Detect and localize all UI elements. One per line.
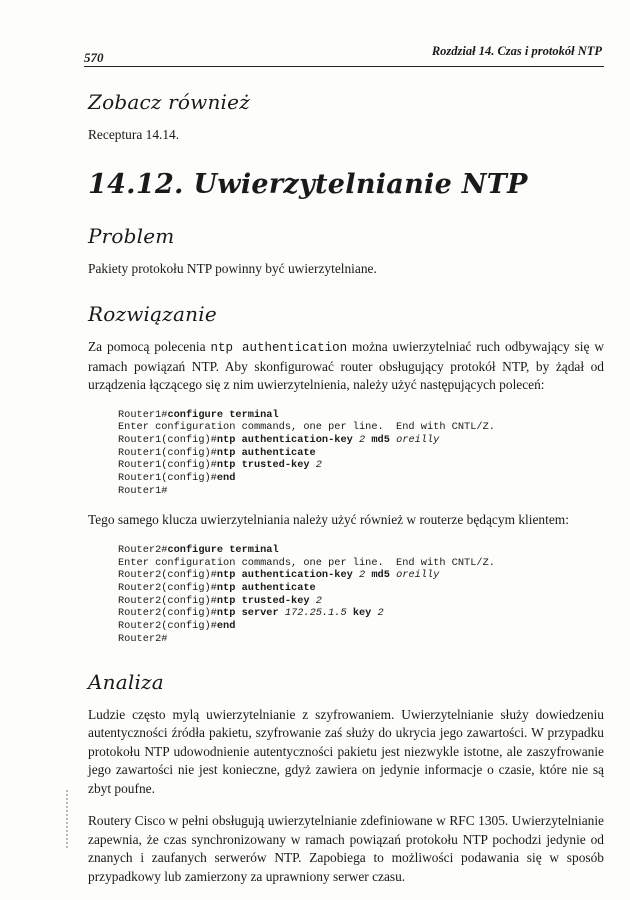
code-line: Router1(config)#ntp authenticate xyxy=(118,446,316,459)
code-line: Router1#configure terminal xyxy=(118,408,279,421)
scan-artifact xyxy=(66,790,68,850)
inline-code: ntp authentication xyxy=(210,341,348,355)
analysis-paragraph-1: Ludzie często mylą uwierzytelnianie z szyfrowaniem. Uwierzytelnianie służy dowiedzeniu autentyczności źródła pakietu, szyfrowanie zaś służy do ukrycia jego zawartości. W przypadku protokołu NTP udowodnienie autentyczności pakietu jest niezwykle istotne, ale zaszyfrowanie jego zawartości nie jest konieczne, gdyż zawiera on jedynie informacje o czasie, które nie są zbyt poufne. xyxy=(88,706,604,796)
see-also-text: Receptura 14.14. xyxy=(88,127,180,142)
code-line: Router1(config)#end xyxy=(118,472,236,485)
code-line: Enter configuration commands, one per line. End with CNTL/Z. xyxy=(118,556,495,569)
section-title: 14.12. Uwierzytelnianie NTP xyxy=(88,168,528,200)
code-block-router1 xyxy=(118,409,604,498)
code-line: Router1# xyxy=(118,484,168,497)
code-line: Enter configuration commands, one per line. End with CNTL/Z. xyxy=(118,421,495,434)
code-line: Router2#configure terminal xyxy=(118,543,279,556)
analysis-heading: Analiza xyxy=(88,669,164,694)
code-line: Router2# xyxy=(118,632,168,645)
problem-text: Pakiety protokołu NTP powinny być uwierzytelniane. xyxy=(88,260,377,276)
running-header xyxy=(84,40,604,67)
code-line: Router2(config)#ntp authenticate xyxy=(118,582,316,595)
code-line: Router2(config)#end xyxy=(118,620,236,633)
chapter-title: Rozdział 14. Czas i protokół NTP xyxy=(431,44,602,58)
code-line: Router1(config)#ntp trusted-key 2 xyxy=(118,459,322,472)
code-line: Router2(config)#ntp server 172.25.1.5 key 2 xyxy=(118,607,384,620)
code-block-router2 xyxy=(118,544,604,646)
problem-heading: Problem xyxy=(88,223,175,248)
client-text: Tego samego klucza uwierzytelniania należy użyć również w routerze będącym klientem: xyxy=(88,512,569,528)
see-also-heading: Zobacz również xyxy=(88,90,250,114)
page-content xyxy=(88,68,604,900)
solution-heading: Rozwiązanie xyxy=(88,302,217,326)
code-line: Router1(config)#ntp authentication-key 2 md5 oreilly xyxy=(118,433,440,446)
page-number: 570 xyxy=(84,50,104,65)
solution-intro: Za pomocą polecenia ntp authentication można uwierzytelniać ruch odbywający się w ramach powiązań NTP. Aby skonfigurować router obsługujący protokół NTP, by żądał od urządzenia łączącego się z nim uwierzytelnienia, należy użyć następujących poleceń: xyxy=(88,339,604,392)
code-line: Router2(config)#ntp trusted-key 2 xyxy=(118,594,322,607)
analysis-paragraph-2: Routery Cisco w pełni obsługują uwierzytelnianie zdefiniowane w RFC 1305. Uwierzytelnianie zapewnia, że czas synchronizowany w ramach powiązań protokołu NTP pochodzi jedynie od znanych i zaufanych serwerów NTP. Zapobiega to możliwości podawania się w sposób przypadkowy lub zamierzony za uprawniony serwer czasu. xyxy=(88,813,604,884)
code-line: Router2(config)#ntp authentication-key 2 md5 oreilly xyxy=(118,569,440,582)
